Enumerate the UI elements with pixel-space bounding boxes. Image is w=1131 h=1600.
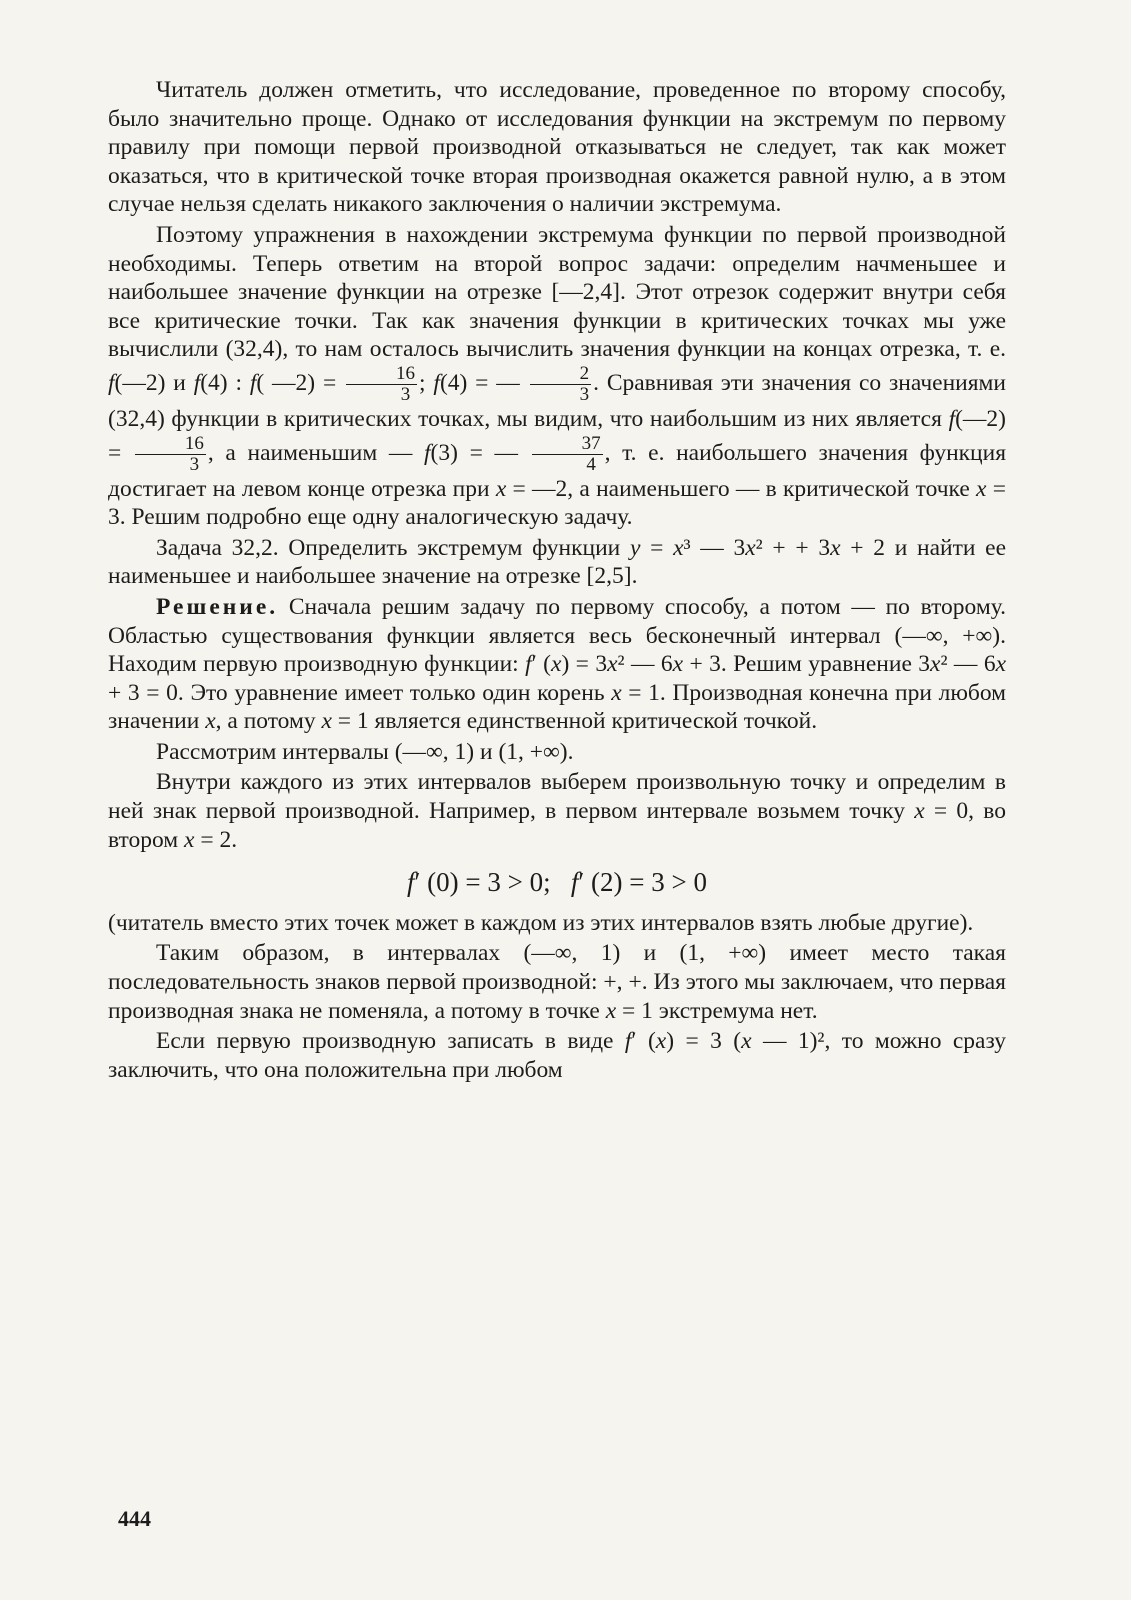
text: ( —2) = (256, 369, 345, 396)
math-symbol: f (424, 439, 431, 466)
text: ) = 3 ( (666, 1028, 742, 1055)
text: ³ — 3 (683, 534, 746, 561)
math-symbol: f (570, 867, 579, 898)
text: (4) = — (439, 369, 528, 396)
text: + 3 = 0. Это уравнение имеет только один корень (108, 679, 612, 706)
denominator: 3 (400, 383, 411, 405)
text: = 1 экстремума нет. (616, 997, 818, 1024)
text: (3) = — (430, 439, 530, 466)
paragraph-points (108, 768, 1006, 854)
page-body (108, 76, 1006, 1084)
text: ′ (0) = 3 > 0; (414, 867, 571, 898)
text: Сначала решим задачу по первому способу, а потом — по второму. Областью существования функции является весь бесконечный интервал (—∞, +∞). Находим первую производную функции: (108, 593, 1006, 678)
math-symbol: x (551, 651, 562, 678)
text: = 1. Производная конечна при любом значении (108, 679, 1007, 735)
paragraph-intervals: Рассмотрим интервалы (—∞, 1) и (1, +∞). (156, 738, 574, 765)
text: . Сравнивая эти значения со значениями (32,4) функции в критических точках, мы видим, что наибольшим из них является (108, 369, 1006, 432)
equation-display (108, 868, 1006, 897)
fraction (532, 434, 603, 475)
text: ) = 3 (561, 651, 608, 678)
text: + 2 и найти ее наименьшее и наибольшее значение на отрезке [2,5]. (108, 534, 1006, 590)
text: Внутри каждого из этих интервалов выберем произвольную точку и определим в ней знак первой производной. Например, в первом интервале возьмем точку (108, 769, 1006, 825)
paragraph-conclusion (108, 939, 1006, 1025)
math-symbol: x (830, 534, 841, 561)
text: Поэтому упражнения в нахождении экстремума функции по первой производной необходимы. Теперь ответим на второй вопрос задачи: определим на (108, 221, 1006, 277)
math-symbol: x (655, 1028, 667, 1055)
math-symbol: x (914, 798, 925, 825)
text: ² + + 3 (755, 534, 831, 561)
denominator: 3 (189, 453, 200, 475)
math-symbol: x (321, 708, 332, 735)
paragraph-task (108, 534, 1006, 591)
math-symbol: x (976, 475, 987, 502)
math-symbol: f (407, 867, 415, 898)
numerator: 16 (346, 364, 417, 385)
denominator: 3 (579, 383, 590, 405)
text: , а потому (215, 708, 322, 735)
math-symbol: x (673, 534, 684, 561)
text: ; (419, 369, 426, 396)
page-number: 444 (118, 1506, 151, 1531)
paragraph-last (108, 1027, 1006, 1084)
text: = 1 является единственной критической точкой. (331, 708, 818, 735)
text: = 2. (194, 826, 238, 853)
paragraph-note: (читатель вместо этих точек может в каждом из этих интервалов взять любые другие). (108, 909, 974, 936)
math-symbol: x (605, 997, 617, 1024)
math-symbol: f (624, 1028, 632, 1055)
numerator: 37 (532, 434, 603, 455)
text: — 1)², то можно сразу заключить, что она положительна при любом (108, 1028, 1007, 1083)
text: ′ ( (531, 651, 552, 678)
math-symbol: x (611, 679, 622, 706)
fraction (530, 364, 592, 405)
paragraph-1: Читатель должен отметить, что исследование, проведенное по второму способу, было значительно проще. Однако от исследования функции на экстремум по первому правилу при помощи первой производной отказываться не следует, так как может оказаться, что в критической точке вторая производная окажется равной нулю, а в этом случае нельзя сделать никакого заключения о наличии экстремума. (108, 77, 1006, 218)
text: ′ (2) = 3 > 0 (578, 867, 707, 898)
math-symbol: x (205, 708, 216, 735)
math-symbol: y (629, 534, 641, 561)
math-symbol: x (607, 651, 618, 678)
text: , а наименьшим — (207, 439, 424, 466)
text: = 0, во втором (108, 798, 1006, 853)
fraction (346, 364, 417, 405)
text: Если первую производную записать в виде (156, 1028, 625, 1055)
text: ′ ( (631, 1028, 656, 1055)
text: (4) : (200, 369, 250, 396)
math-symbol: x (741, 1028, 752, 1055)
math-symbol: f (193, 369, 201, 396)
text: (—2) и (114, 369, 194, 396)
numerator: 2 (530, 364, 592, 385)
denominator: 4 (586, 453, 596, 475)
math-symbol: x (995, 651, 1007, 678)
math-symbol: x (745, 534, 756, 561)
text: ч (878, 250, 890, 277)
text: Таким образом, в интервалах (—∞, 1) и (1, +∞) имеет место такая последовательность знаков первой производной: +, +. Из этого мы заключаем, что первая производная знака не поменяла, а потому в точке (108, 940, 1006, 1024)
paragraph-2 (108, 221, 1006, 532)
math-symbol: f (948, 405, 956, 432)
paragraph-solution (108, 593, 1006, 736)
text: ² — 6 (940, 651, 996, 678)
text: меньшее и наибольшее значение функции на отрезке [—2,4]. Этот отрезок содержит внутри себя все критические точки. Так как значения функции в критических точках мы уже вычислили (32,4), то нам осталось вычислить значения функции на концах отрезка, т. е. (108, 250, 1006, 363)
text: = 3. Решим подробно еще одну аналогическую задачу. (108, 475, 1006, 531)
math-symbol: f (433, 369, 440, 396)
math-symbol: x (495, 475, 507, 502)
math-symbol: f (525, 651, 532, 678)
math-symbol: f (108, 369, 115, 396)
math-symbol: x (184, 826, 195, 853)
numerator: 16 (135, 434, 206, 455)
text: , т. е. наибольшего значения функция достигает на левом конце отрезка при (108, 439, 1007, 502)
text: = —2, а наименьшего — в критической точке (506, 475, 977, 502)
math-symbol: x (930, 651, 941, 678)
text: Задача 32,2. Определить экстремум функции (156, 534, 630, 561)
text: (—2) = (108, 405, 1006, 466)
text: ² — 6 (617, 651, 673, 678)
text: = (640, 534, 674, 561)
solution-label: Решение. (156, 593, 279, 620)
fraction (135, 434, 206, 475)
text: + 3. Решим уравнение 3 (683, 651, 931, 678)
math-symbol: x (672, 651, 684, 678)
math-symbol: f (249, 369, 257, 396)
